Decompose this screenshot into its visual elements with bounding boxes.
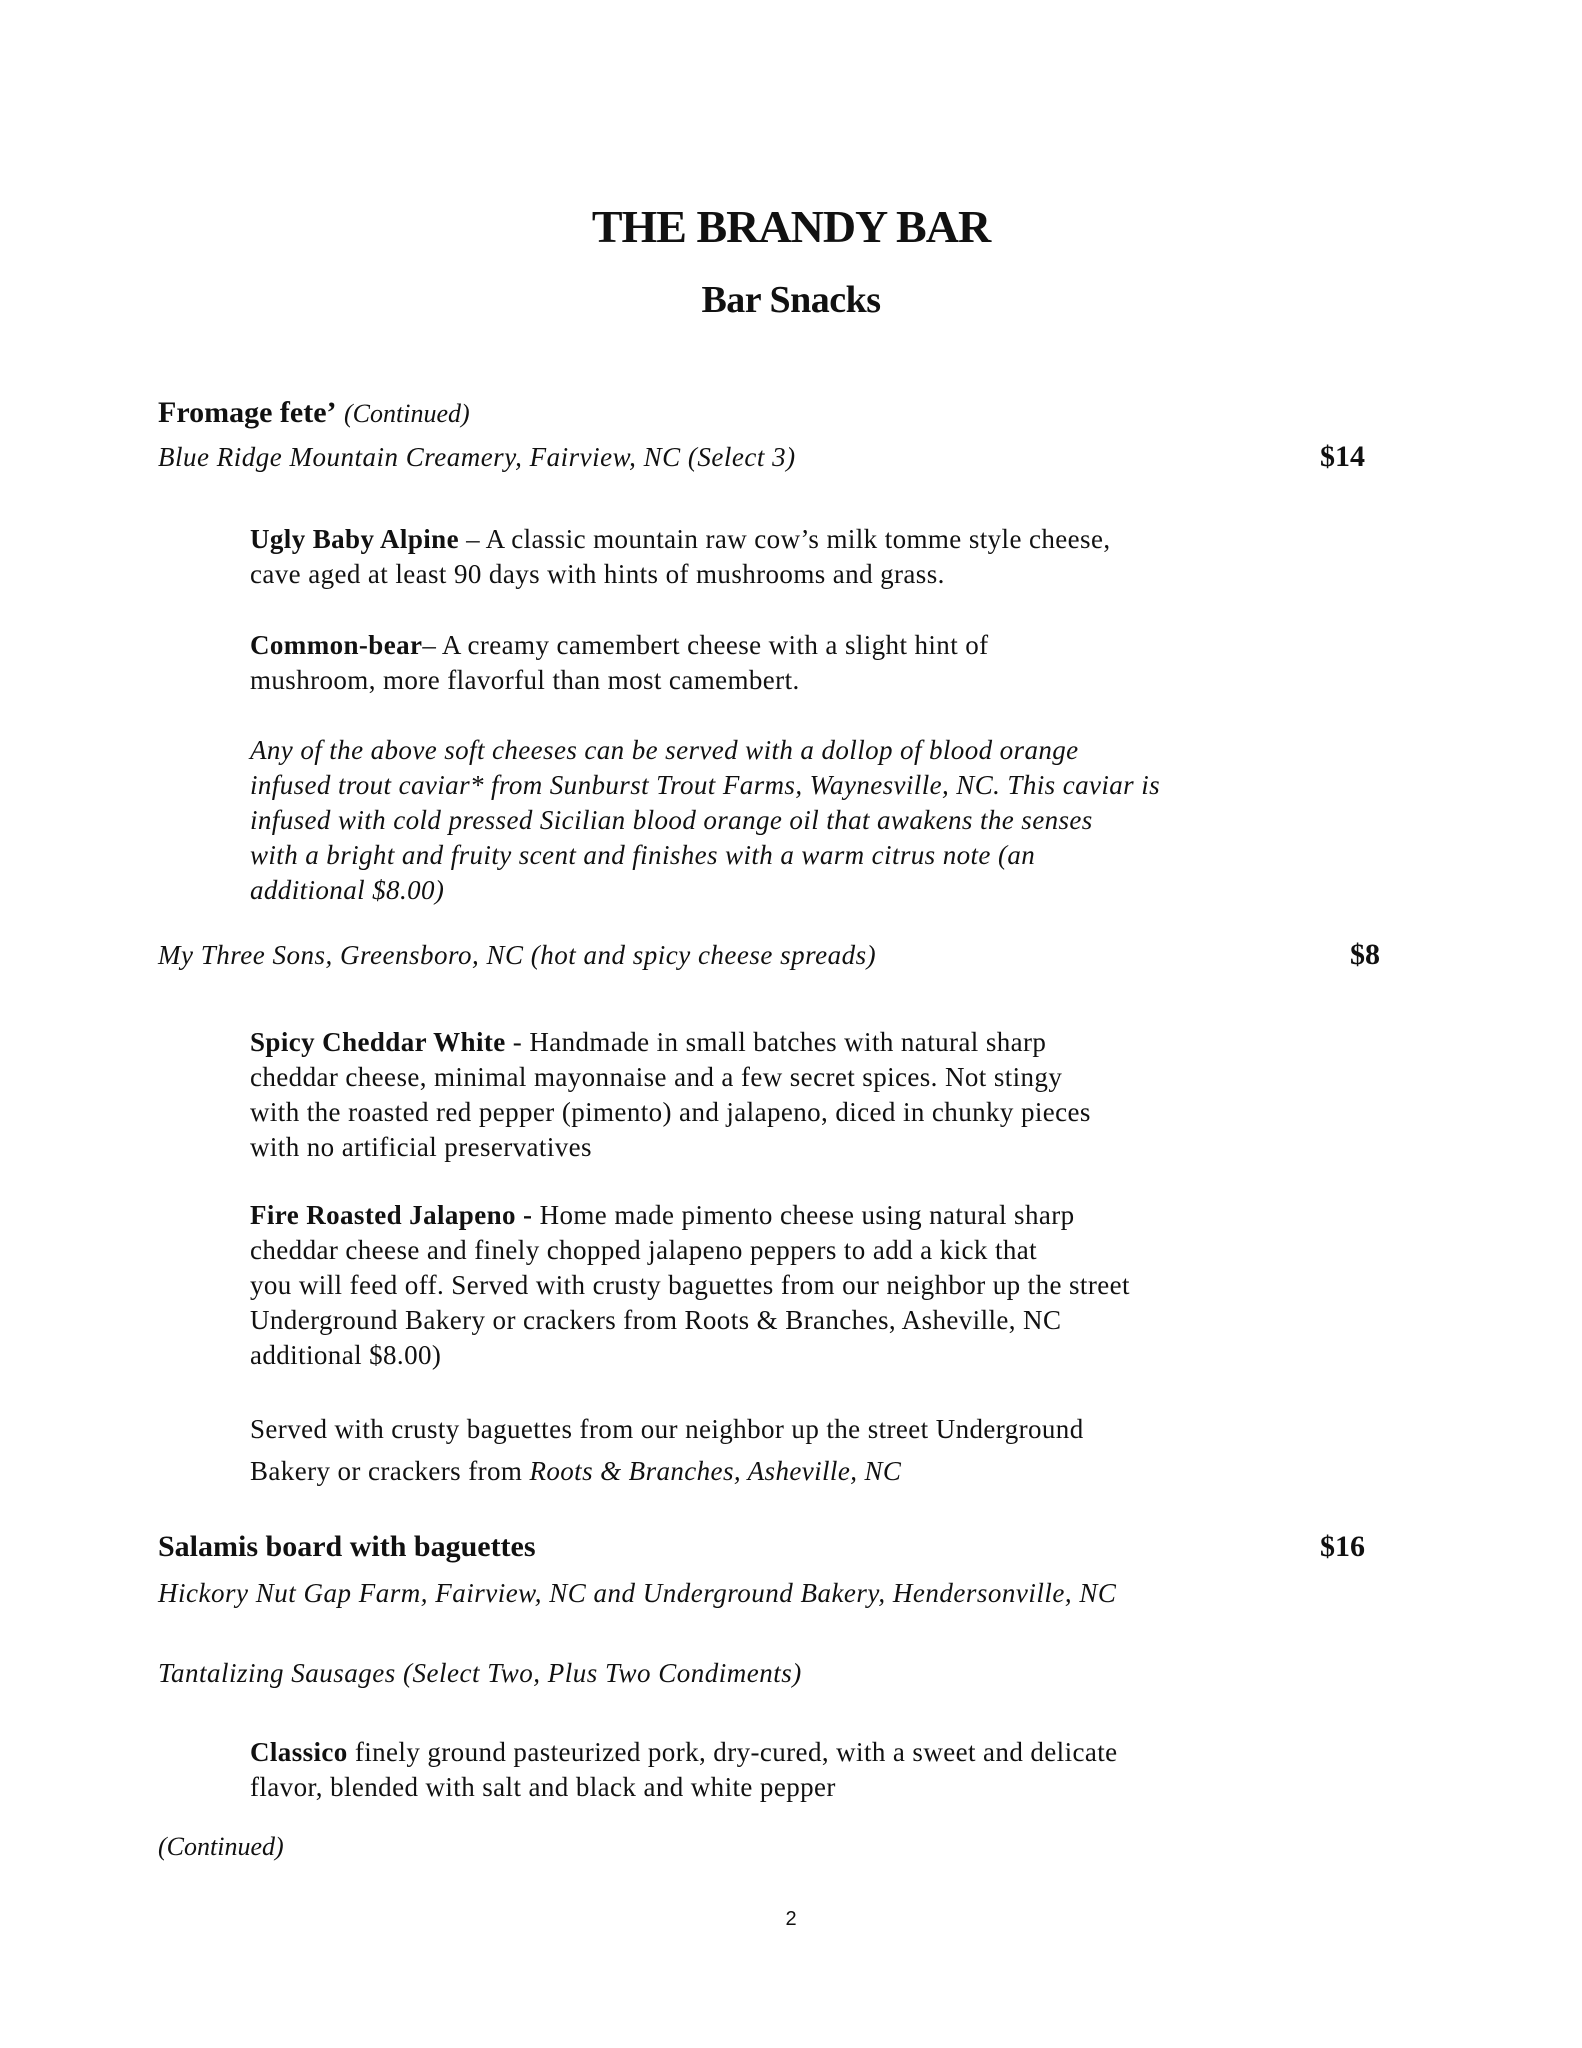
section-heading-salamis: Salamis board with baguettes (158, 1530, 536, 1563)
menu-subtitle: Bar Snacks (701, 279, 881, 321)
salamis-price: $16 (1320, 1530, 1365, 1563)
three-sons-price: $8 (1350, 938, 1380, 971)
spicy-cheddar-name: Spicy Cheddar White (250, 1027, 506, 1057)
caviar-note-line: with a bright and fruity scent and finishes with a warm citrus note (an (250, 840, 1036, 870)
menu-title: THE BRANDY BAR (591, 201, 991, 252)
spicy-cheddar-desc-line: cheddar cheese, minimal mayonnaise and a few secret spices. Not stingy (250, 1062, 1063, 1092)
fromage-heading: Fromage fete’ (158, 396, 337, 429)
fire-roasted-desc-1: Home made pimento cheese using natural sharp (539, 1200, 1075, 1230)
blue-ridge-source: Blue Ridge Mountain Creamery, Fairview, NC (Select 3) (158, 442, 796, 472)
classico-desc-1: finely ground pasteurized pork, dry-cured, with a sweet and delicate (347, 1737, 1118, 1767)
common-bear-desc-1: – A creamy camembert cheese with a slight hint of (422, 630, 989, 660)
caviar-note-line: infused trout caviar* from Sunburst Trout Farms, Waynesville, NC. This caviar is (250, 770, 1161, 800)
served-with-note (250, 1408, 1350, 1492)
spicy-cheddar-desc-line: with no artificial preservatives (250, 1132, 592, 1162)
ugly-baby-desc-2: cave aged at least 90 days with hints of mushrooms and grass. (250, 559, 945, 589)
fire-roasted-name: Fire Roasted Jalapeno - (250, 1200, 540, 1230)
classico-desc-2: flavor, blended with salt and black and white pepper (250, 1772, 836, 1802)
caviar-note-line: Any of the above soft cheeses can be served with a dollop of blood orange (250, 735, 1079, 765)
common-bear-desc-2: mushroom, more flavorful than most camembert. (250, 665, 800, 695)
fire-roasted-desc-line: cheddar cheese and finely chopped jalapeno peppers to add a kick that (250, 1235, 1038, 1265)
ugly-baby-desc-1: – A classic mountain raw cow’s milk tomme style cheese, (458, 524, 1111, 554)
classico-item (250, 1735, 1350, 1805)
fromage-continued-note: (Continued) (344, 399, 470, 428)
page-number: 2 (785, 1908, 797, 1930)
served-with-line-2: Bakery or crackers from (250, 1456, 530, 1486)
served-with-line-2-italic: Roots & Branches, Asheville, NC (529, 1456, 902, 1486)
salamis-source: Hickory Nut Gap Farm, Fairview, NC and Underground Bakery, Hendersonville, NC (158, 1578, 1117, 1608)
ugly-baby-name: Ugly Baby Alpine (250, 524, 459, 554)
continued-footer: (Continued) (158, 1832, 284, 1861)
three-sons-source: My Three Sons, Greensboro, NC (hot and spicy cheese spreads) (158, 940, 877, 970)
section-heading-fromage (158, 396, 470, 430)
fire-roasted-desc-line: additional $8.00) (250, 1340, 442, 1370)
caviar-note-line: additional $8.00) (250, 875, 445, 905)
spicy-cheddar-desc-line: with the roasted red pepper (pimento) and jalapeno, diced in chunky pieces (250, 1097, 1091, 1127)
caviar-note-line: infused with cold pressed Sicilian blood orange oil that awakens the senses (250, 805, 1093, 835)
ugly-baby-item (250, 522, 1350, 592)
fire-roasted-item (250, 1198, 1350, 1373)
caviar-note (250, 733, 1350, 908)
common-bear-item (250, 628, 1350, 698)
fire-roasted-desc-line: you will feed off. Served with crusty baguettes from our neighbor up the street (250, 1270, 1130, 1300)
common-bear-name: Common-bear (250, 630, 423, 660)
fire-roasted-desc-line: Underground Bakery or crackers from Roots & Branches, Asheville, NC (250, 1305, 1062, 1335)
classico-name: Classico (250, 1737, 348, 1767)
served-with-line-1: Served with crusty baguettes from our neighbor up the street Underground (250, 1414, 1084, 1444)
sausages-subheading: Tantalizing Sausages (Select Two, Plus Two Condiments) (158, 1658, 802, 1688)
spicy-cheddar-desc-1: - Handmade in small batches with natural sharp (505, 1027, 1047, 1057)
spicy-cheddar-item (250, 1025, 1350, 1165)
blue-ridge-price: $14 (1320, 440, 1365, 473)
